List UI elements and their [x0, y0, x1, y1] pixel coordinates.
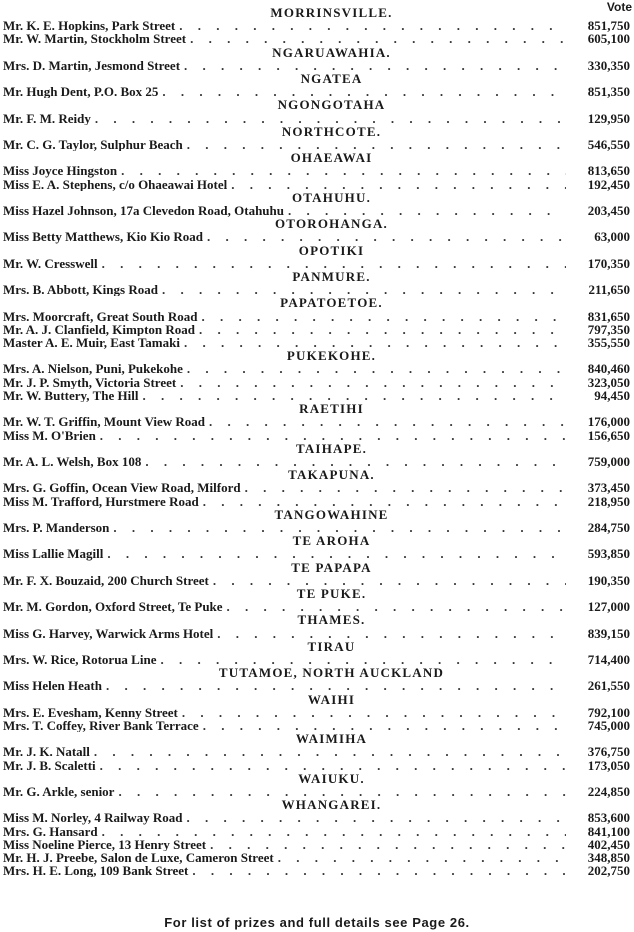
vote-count: 348,850	[587, 851, 630, 865]
vote-count: 211,650	[588, 283, 630, 297]
town-heading: PANMURE.	[292, 269, 371, 285]
dot-leader	[209, 574, 566, 587]
vote-count: 261,550	[587, 679, 630, 693]
dot-leader	[198, 310, 567, 323]
entry-row	[3, 112, 630, 125]
votes-column-header: Vote	[606, 0, 632, 14]
vote-count: 176,000	[587, 415, 630, 429]
dot-leader	[195, 323, 566, 336]
dot-leader	[183, 138, 566, 151]
entrant-name: Mrs. B. Abbott, Kings Road	[3, 283, 158, 297]
vote-count: 714,400	[587, 652, 630, 667]
town-heading: RAETIHI	[299, 401, 364, 417]
town-heading: TUTAMOE, NORTH AUCKLAND	[218, 665, 445, 681]
entrant-name: Mrs. T. Coffey, River Bank Terrace	[3, 718, 199, 733]
dot-leader	[227, 178, 566, 191]
entry-row	[3, 362, 630, 375]
entrant-name: Mrs. D. Martin, Jesmond Street	[3, 58, 181, 73]
entrant-name: Mr. W. T. Griffin, Mount View Road	[3, 415, 206, 429]
dot-leader	[203, 230, 566, 243]
vote-count: 129,950	[587, 111, 630, 125]
entry-row	[3, 481, 630, 494]
town-heading: MORRINSVILLE.	[270, 5, 393, 20]
vote-count: 745,000	[587, 718, 630, 733]
entry-row	[3, 164, 630, 177]
town-heading: TE AROHA	[292, 533, 371, 549]
town-heading: NGARUAWAHIA.	[272, 44, 391, 60]
entrant-name: Mr. K. E. Hopkins, Park Street	[3, 19, 176, 33]
town-heading: NGATEA	[300, 71, 363, 87]
entrant-name: Miss Helen Heath	[3, 679, 102, 693]
town-heading: OPOTIKI	[298, 242, 365, 258]
dot-leader	[205, 415, 566, 428]
vote-count: 851,350	[587, 85, 630, 99]
entrant-name: Mr. G. Arkle, senior	[3, 784, 115, 799]
town-heading: OTOROHANGA.	[275, 216, 388, 232]
vote-count: 127,000	[587, 600, 630, 614]
dot-leader	[213, 627, 566, 640]
entrant-name: Miss G. Harvey, Warwick Arms Hotel	[3, 626, 214, 640]
entry-row	[3, 323, 630, 336]
vote-count: 376,750	[587, 745, 630, 759]
entrant-name: Mrs. E. Evesham, Kenny Street	[3, 705, 178, 719]
entry-row	[3, 679, 630, 692]
town-heading: TIRAU	[307, 638, 356, 654]
entrant-name: Mr. Hugh Dent, P.O. Box 25	[3, 85, 159, 99]
vote-count: 593,850	[587, 547, 630, 561]
entry-row	[3, 838, 630, 851]
vote-count: 373,450	[587, 481, 630, 495]
vote-count: 173,050	[587, 758, 630, 772]
town-heading: TAKAPUNA.	[288, 467, 375, 483]
entrant-name: Mr. J. P. Smyth, Victoria Street	[3, 375, 177, 389]
entry-row	[3, 376, 630, 389]
dot-leader	[186, 32, 566, 45]
town-heading: WHANGAREI.	[281, 797, 382, 813]
dot-leader	[188, 864, 566, 877]
dot-leader	[183, 362, 566, 375]
vote-count: 839,150	[587, 626, 630, 640]
town-heading: NORTHCOTE.	[281, 123, 382, 139]
dot-leader	[223, 600, 566, 613]
vote-count: 202,750	[587, 864, 630, 878]
entrant-name: Miss E. A. Stephens, c/o Ohaeawai Hotel	[3, 177, 228, 191]
dot-leader	[103, 547, 566, 560]
entry-row	[3, 851, 630, 864]
entry-row	[3, 429, 630, 442]
entry-row	[3, 178, 630, 191]
vote-count: 840,460	[587, 362, 630, 376]
entrant-name: Miss Betty Matthews, Kio Kio Road	[3, 230, 204, 244]
vote-count: 323,050	[587, 375, 630, 389]
entrant-name: Miss Lallie Magill	[3, 547, 104, 561]
entry-row	[3, 547, 630, 560]
entrant-name: Mr. F. M. Reidy	[3, 111, 91, 125]
entrant-name: Mrs. W. Rice, Rotorua Line	[3, 652, 157, 667]
entrant-name: Mr. J. B. Scaletti	[3, 758, 96, 772]
town-heading: OHAEAWAI	[290, 150, 373, 166]
vote-count: 402,450	[587, 837, 630, 851]
entrant-name: Miss Noeline Pierce, 13 Henry Street	[3, 837, 207, 851]
entrant-name: Mrs. Moorcraft, Great South Road	[3, 309, 198, 323]
vote-count: 813,650	[587, 164, 630, 178]
entrant-name: Miss Joyce Hingston	[3, 164, 118, 178]
dot-leader	[241, 481, 566, 494]
town-heading: OTAHUHU.	[291, 189, 372, 205]
dot-leader	[178, 706, 566, 719]
dot-leader	[90, 745, 566, 758]
entrant-name: Mr. A. J. Clanfield, Kimpton Road	[3, 322, 196, 337]
entrant-name: Mr. F. X. Bouzaid, 200 Church Street	[3, 573, 209, 587]
entry-row	[3, 759, 630, 772]
town-heading: WAIHI	[307, 691, 356, 707]
dot-leader	[176, 376, 566, 389]
entry-row	[3, 415, 630, 428]
town-heading: TAIHAPE.	[295, 440, 368, 456]
entry-row	[3, 19, 630, 32]
dot-leader	[182, 811, 566, 824]
entrant-name: Mrs. G. Hansard	[3, 824, 98, 838]
dot-leader	[91, 112, 566, 125]
town-heading: TE PUKE.	[296, 585, 367, 601]
entrant-name: Mr. W. Martin, Stockholm Street	[3, 32, 187, 46]
vote-count: 63,000	[594, 230, 630, 244]
vote-count: 224,850	[587, 784, 630, 799]
vote-count: 797,350	[587, 322, 630, 337]
town-heading: TANGOWAHINE	[274, 506, 389, 522]
entry-row	[3, 825, 630, 838]
vote-count: 170,350	[587, 256, 630, 271]
entrant-name: Mr. A. L. Welsh, Box 108	[3, 454, 142, 469]
dot-leader	[175, 19, 566, 32]
footer-note: For list of prizes and full details see Page 26.	[164, 915, 470, 930]
candidate-list	[3, 6, 630, 877]
entrant-name: Mrs. A. Nielson, Puni, Pukekohe	[3, 362, 183, 376]
town-heading: THAMES.	[297, 612, 366, 628]
vote-count: 330,350	[587, 58, 630, 73]
entry-row	[3, 310, 630, 323]
entry-row	[3, 230, 630, 243]
entrant-name: Mrs. G. Goffin, Ocean View Road, Milford	[3, 481, 241, 495]
entry-row	[3, 495, 630, 508]
entrant-name: Mr. H. J. Preebe, Salon de Luxe, Cameron Street	[3, 851, 274, 865]
dot-leader	[180, 59, 566, 72]
dot-leader	[199, 495, 566, 508]
entry-row	[3, 574, 630, 587]
vote-count: 156,650	[587, 428, 630, 442]
entrant-name: Miss M. O'Brien	[3, 428, 96, 442]
vote-count: 841,100	[587, 824, 630, 838]
vote-count: 203,450	[587, 204, 630, 218]
town-heading: TE PAPAPA	[291, 559, 372, 575]
dot-leader	[117, 164, 566, 177]
entry-row	[3, 811, 630, 824]
vote-count: 192,450	[587, 177, 630, 191]
vote-count: 190,350	[587, 573, 630, 587]
entry-row	[3, 32, 630, 45]
vote-count: 851,750	[587, 19, 630, 33]
vote-count: 218,950	[587, 494, 630, 508]
entrant-name: Mr. J. K. Natall	[3, 745, 90, 759]
dot-leader	[102, 679, 566, 692]
vote-count: 284,750	[587, 520, 630, 535]
town-heading: WAIMIHA	[295, 731, 368, 747]
dot-leader	[206, 838, 566, 851]
entrant-name: Mr. W. Buttery, The Hill	[3, 388, 139, 403]
dot-leader	[274, 851, 566, 864]
town-heading: PUKEKOHE.	[286, 348, 377, 364]
vote-count: 759,000	[587, 454, 630, 469]
vote-count: 831,650	[587, 309, 630, 323]
entry-row	[3, 864, 630, 877]
vote-count: 546,550	[587, 138, 630, 152]
vote-count: 355,550	[587, 336, 630, 350]
dot-leader	[199, 719, 566, 732]
entrant-name: Miss Hazel Johnson, 17a Clevedon Road, Otahuhu	[3, 204, 284, 218]
entrant-name: Mr. W. Cresswell	[3, 256, 98, 271]
town-heading: PAPATOETOE.	[280, 295, 383, 311]
entrant-name: Mr. C. G. Taylor, Sulphur Beach	[3, 138, 183, 152]
vote-count: 853,600	[587, 811, 630, 825]
entry-row	[3, 627, 630, 640]
dot-leader	[96, 759, 566, 772]
town-heading: NGONGOTAHA	[277, 97, 386, 113]
entry-row	[3, 745, 630, 758]
entry-row	[3, 706, 630, 719]
entrant-name: Miss M. Trafford, Hurstmere Road	[3, 494, 199, 508]
vote-count: 605,100	[587, 32, 630, 46]
entrant-name: Mr. M. Gordon, Oxford Street, Te Puke	[3, 600, 223, 614]
entrant-name: Miss M. Norley, 4 Railway Road	[3, 811, 183, 825]
town-heading: WAIUKU.	[298, 770, 365, 786]
dot-leader	[98, 825, 566, 838]
entrant-name: Master A. E. Muir, East Tamaki	[3, 336, 180, 350]
vote-count: 792,100	[587, 705, 630, 719]
vote-count: 94,450	[594, 388, 630, 403]
dot-leader	[96, 429, 566, 442]
entrant-name: Mrs. H. E. Long, 109 Bank Street	[3, 864, 189, 878]
entrant-name: Mrs. P. Manderson	[3, 520, 110, 535]
